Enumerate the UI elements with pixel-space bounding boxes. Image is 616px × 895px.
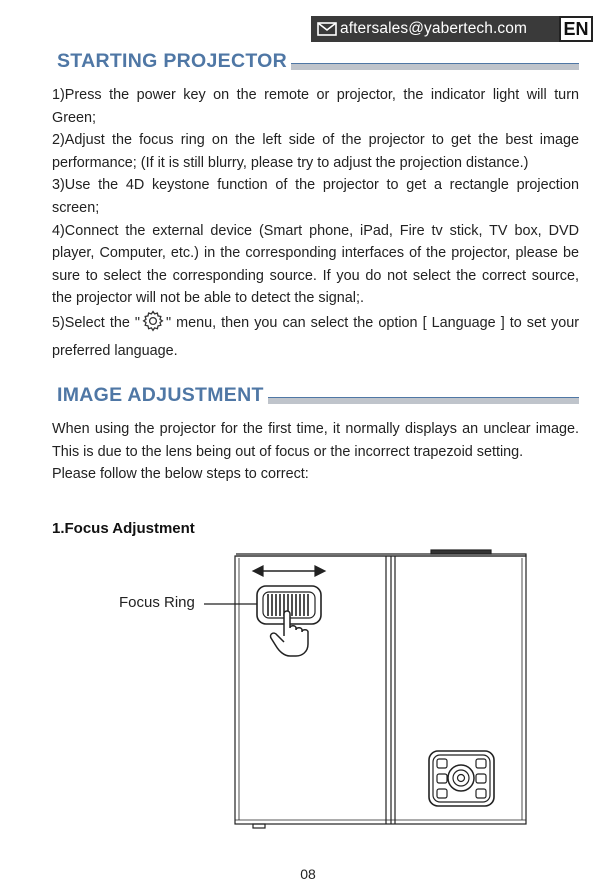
projector-illustration <box>116 548 536 833</box>
email-box <box>311 16 559 42</box>
focus-ring-label: Focus Ring <box>119 594 195 611</box>
panel-dial <box>448 765 474 791</box>
title-underline <box>291 63 579 70</box>
panel-button <box>437 759 447 768</box>
section-title-starting <box>57 50 579 73</box>
projector-body <box>235 556 526 824</box>
step-5 <box>52 310 579 362</box>
image-intro: When using the projector for the first time, it normally displays an unclear image. This is due to the lens being out of focus or the incorrect trapezoid setting. <box>52 421 579 460</box>
starting-steps <box>52 84 579 362</box>
projector-foot <box>253 824 265 828</box>
language-badge: EN <box>559 16 593 42</box>
section-title-text: STARTING PROJECTOR <box>57 50 288 72</box>
step-2: 2)Adjust the focus ring on the left side of the projector to get the best image performance; (If it is still blurry, please try to adjust the projection distance.) <box>52 132 579 171</box>
step-5-end: " menu, then you can select the option [ Language ] to set your preferred language. <box>52 314 579 359</box>
focus-adjustment-title: 1.Focus Adjustment <box>52 520 195 537</box>
header-contact <box>311 16 593 42</box>
settings-gear-icon <box>142 310 164 340</box>
panel-button <box>476 759 486 768</box>
image-follow: Please follow the below steps to correct: <box>52 466 309 483</box>
image-adjustment-text <box>52 418 579 486</box>
step-1: 1)Press the power key on the remote or projector, the indicator light will turn Green; <box>52 87 579 126</box>
title-underline <box>268 397 579 404</box>
double-arrow-icon <box>253 566 325 576</box>
step-4: 4)Connect the external device (Smart phone, iPad, Fire tv stick, TV box, DVD player, Computer, etc.) in the corresponding interfaces of the projector, please be sure to select the corresponding source. If you do not select the correct source, the projector will not be able to detect the signal;. <box>52 222 579 307</box>
mail-icon <box>317 22 337 36</box>
panel-button <box>437 789 447 798</box>
step-5-start: 5)Select the " <box>52 314 140 331</box>
section-title-text: IMAGE ADJUSTMENT <box>57 384 264 406</box>
page-number: 08 <box>300 866 316 882</box>
section-title-image <box>57 384 579 407</box>
projector-top-knob <box>431 550 491 554</box>
step-3: 3)Use the 4D keystone function of the projector to get a rectangle projection screen; <box>52 177 579 216</box>
panel-button <box>476 789 486 798</box>
email-text: aftersales@yabertech.com <box>340 20 527 37</box>
